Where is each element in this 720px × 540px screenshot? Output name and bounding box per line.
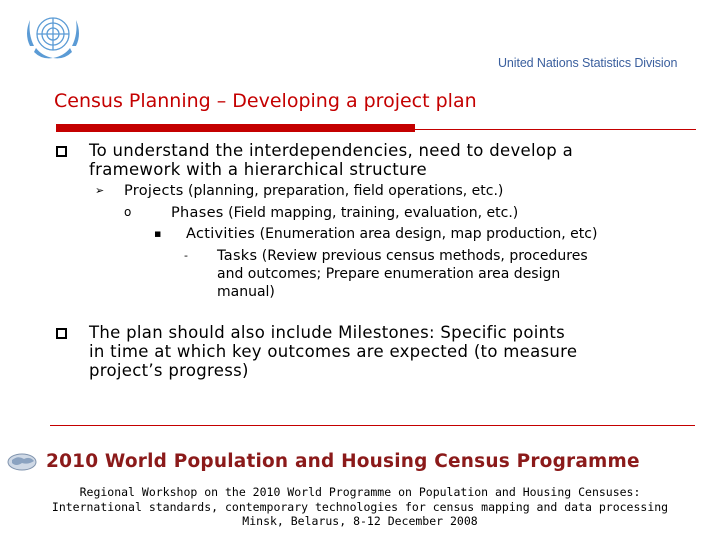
dash-bullet-icon: - [184, 249, 188, 262]
term-phases: Phases [171, 205, 224, 221]
banner-title: 2010 World Population and Housing Census Programme [46, 451, 640, 472]
bullet-1-line-1: To understand the interdependencies, need to develop a [89, 141, 573, 160]
bullet-2-line-1: The plan should also include Milestones: Specific points [89, 323, 566, 342]
bullet-1-line-2: framework with a hierarchical structure [89, 160, 427, 179]
term-tasks: Tasks [217, 248, 258, 264]
tasks-description: (Review previous census methods, procedures [257, 248, 588, 264]
footer-line-1: Regional Workshop on the 2010 World Programme on Population and Housing Censuses: [79, 485, 641, 499]
bullet-2-line-3: project’s progress) [89, 361, 249, 380]
level-phases [171, 204, 518, 222]
square-bullet-icon [56, 146, 67, 157]
level-activities [186, 225, 597, 243]
footer [0, 485, 720, 529]
organization-name: United Nations Statistics Division [498, 56, 678, 70]
footer-line-3: Minsk, Belarus, 8-12 December 2008 [242, 514, 478, 528]
square-small-bullet-icon: ▪ [154, 227, 162, 240]
footer-divider [50, 425, 695, 426]
projects-description: (planning, preparation, field operations, etc.) [183, 183, 504, 199]
tasks-description-line-3: manual) [217, 284, 275, 300]
arrow-bullet-icon: ➢ [95, 184, 105, 197]
tasks-description-line-2: and outcomes; Prepare enumeration area design [217, 266, 561, 282]
circle-bullet-icon: o [124, 205, 132, 219]
globe-icon [6, 451, 40, 473]
slide-title: Census Planning – Developing a project plan [54, 90, 477, 112]
title-underline-bar [56, 124, 415, 132]
bullet-2-line-2: in time at which key outcomes are expected (to measure [89, 342, 578, 361]
level-tasks [217, 247, 588, 265]
level-projects [124, 182, 503, 200]
footer-line-2: International standards, contemporary technologies for census mapping and data processing [51, 499, 669, 514]
activities-description: (Enumeration area design, map production, etc) [255, 226, 598, 242]
un-emblem-logo [16, 6, 90, 70]
term-activities: Activities [186, 226, 256, 242]
square-bullet-icon [56, 328, 67, 339]
term-projects: Projects [124, 183, 184, 199]
census-programme-banner [6, 449, 678, 475]
phases-description: (Field mapping, training, evaluation, etc.) [223, 205, 519, 221]
